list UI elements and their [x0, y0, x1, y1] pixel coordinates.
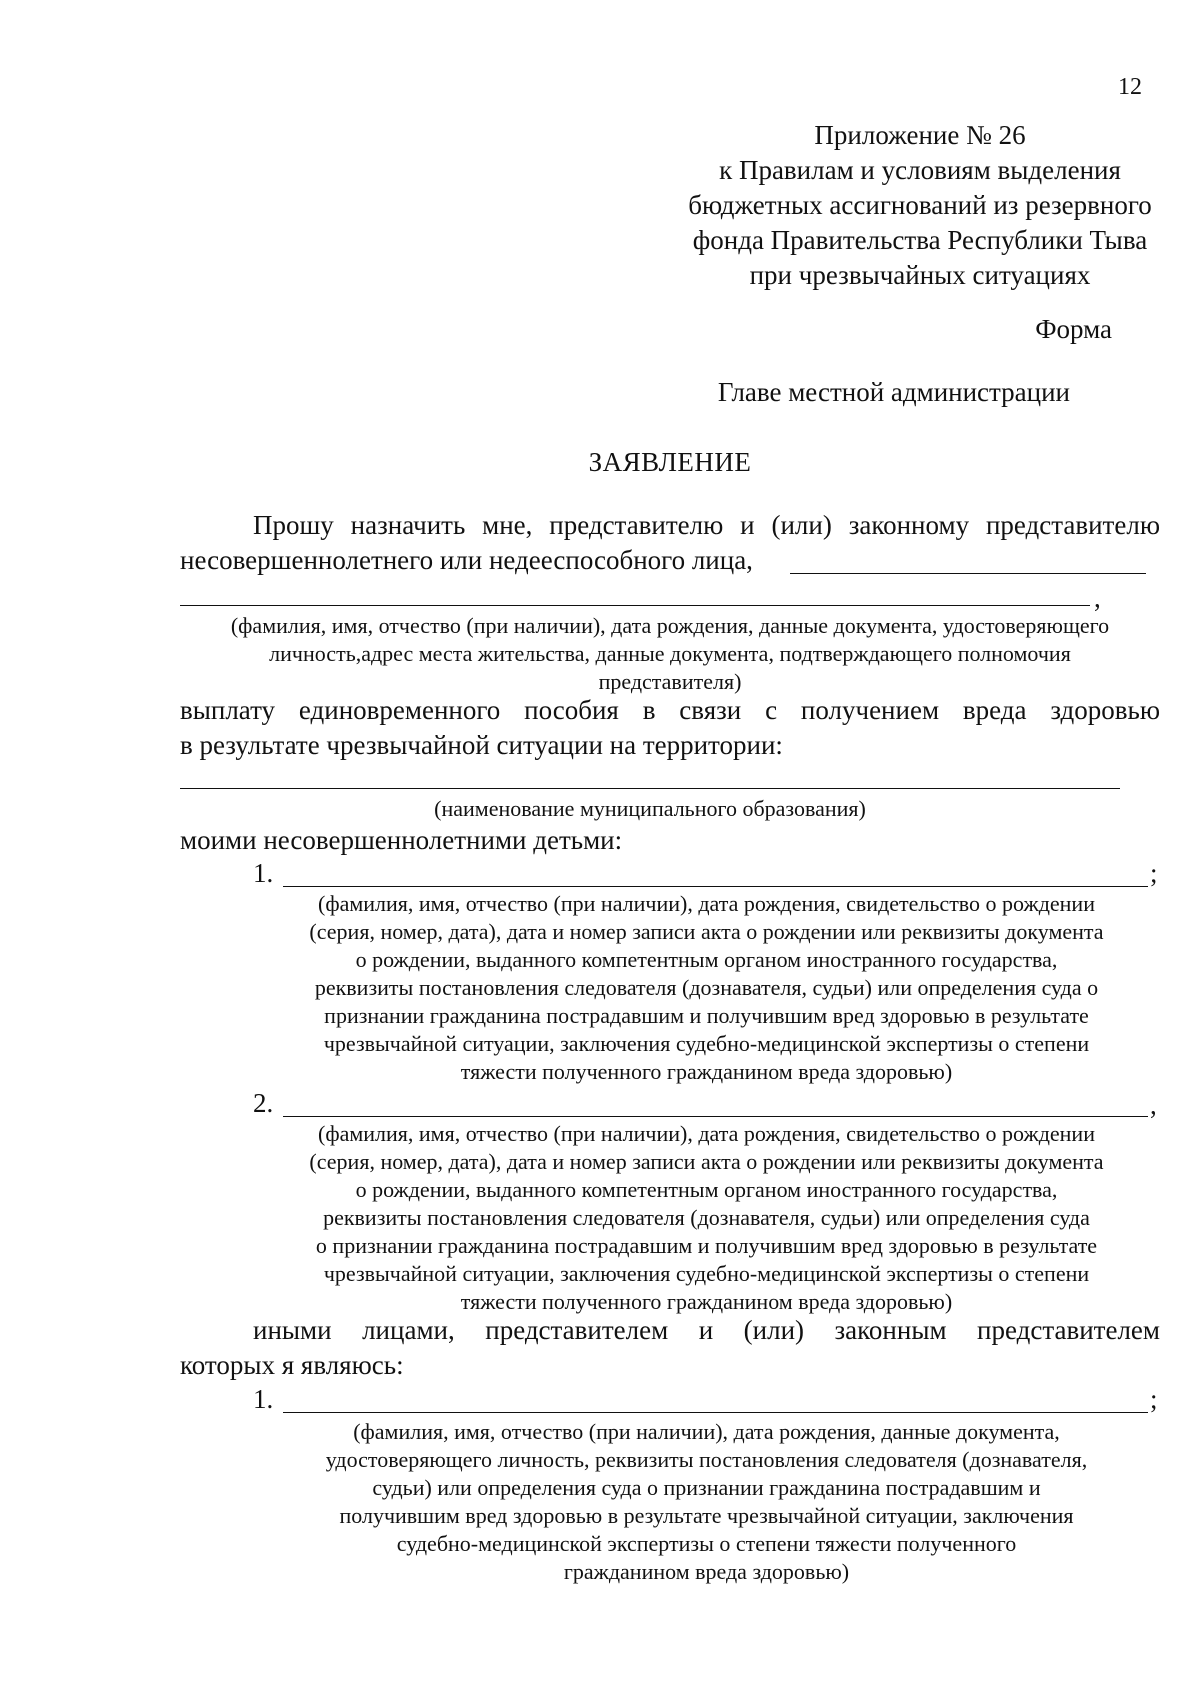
- child-2-number: 2.: [253, 1088, 274, 1118]
- appendix-line: к Правилам и условиям выделения: [719, 155, 1121, 185]
- appendix-line: при чрезвычайных ситуациях: [749, 260, 1091, 290]
- appendix-line: фонда Правительства Республики Тыва: [692, 225, 1148, 255]
- appendix-line: бюджетных ассигнований из резервного: [688, 190, 1152, 220]
- children-heading: моими несовершеннолетними детьми:: [180, 825, 623, 855]
- child-1-end: ;: [1150, 858, 1158, 888]
- others-line-1: иными лицами, представителем и (или) законным представителем: [253, 1315, 1160, 1345]
- municipality-field[interactable]: [180, 788, 1120, 789]
- child-2-field[interactable]: [283, 1116, 1148, 1117]
- other-1-caption: (фамилия, имя, отчество (при наличии), дата рождения, данные документа, удостоверяющего личность, реквизиты постановления следователя (дознавателя, судьи) или определения суда о признании гражданина пострадавшим и получившим вред здоровью в результате чрезвычайной ситуации, заключения судебно-медицинской экспертизы о степени тяжести полученного гражданином вреда здоровью): [325, 1419, 1088, 1584]
- page-number: 12: [1118, 74, 1142, 100]
- intro-line-1: Прошу назначить мне, представителю и (или) законному представителю: [253, 510, 1160, 540]
- payment-line-2: в результате чрезвычайной ситуации на территории:: [180, 730, 783, 760]
- other-1-end: ;: [1150, 1384, 1158, 1414]
- others-line-2: которых я являюсь:: [180, 1350, 404, 1380]
- appendix-line: Приложение № 26: [814, 120, 1026, 150]
- comma: ,: [1094, 583, 1101, 613]
- child-2-end: ,: [1150, 1090, 1157, 1120]
- child-1-number: 1.: [253, 858, 274, 888]
- child-2-caption: (фамилия, имя, отчество (при наличии), дата рождения, свидетельство о рождении (серия, номер, дата), дата и номер записи акта о рождении или реквизиты документа о рождении, выданного компетентным органом иностранного государства, реквизиты постановления следователя (дознавателя, судьи) или определения суда о признании гражданина пострадавшим и получившим вред здоровью в результате чрезвычайной ситуации, заключения судебно-медицинской экспертизы о степени тяжести полученного гражданином вреда здоровью): [309, 1121, 1104, 1314]
- addressee: Главе местной администрации: [717, 377, 1070, 407]
- intro-line-2: несовершеннолетнего или недееспособного лица,: [180, 545, 753, 575]
- appendix-block: [640, 118, 1200, 293]
- intro-caption: (фамилия, имя, отчество (при наличии), дата рождения, данные документа, удостоверяющего личность,адрес места жительства, данные документа, подтверждающего полномочия представителя): [230, 613, 1110, 694]
- child-1-caption: (фамилия, имя, отчество (при наличии), дата рождения, свидетельство о рождении (серия, номер, дата), дата и номер записи акта о рождении или реквизиты документа о рождении, выданного компетентным органом иностранного государства, реквизиты постановления следователя (дознавателя, судьи) или определения суда о признании гражданина пострадавшим и получившим вред здоровью в результате чрезвычайной ситуации, заключения судебно-медицинской экспертизы о степени тяжести полученного гражданином вреда здоровью): [309, 891, 1104, 1084]
- form-label: Форма: [1035, 314, 1112, 344]
- document-title: ЗАЯВЛЕНИЕ: [588, 447, 752, 477]
- municipality-caption: (наименование муниципального образования): [434, 796, 866, 821]
- person-details-field[interactable]: [180, 605, 1090, 606]
- other-1-field[interactable]: [283, 1412, 1148, 1413]
- other-1-number: 1.: [253, 1384, 274, 1414]
- payment-line-1: выплату единовременного пособия в связи с получением вреда здоровью: [180, 695, 1160, 725]
- person-name-field[interactable]: [790, 573, 1146, 574]
- child-1-field[interactable]: [283, 886, 1148, 887]
